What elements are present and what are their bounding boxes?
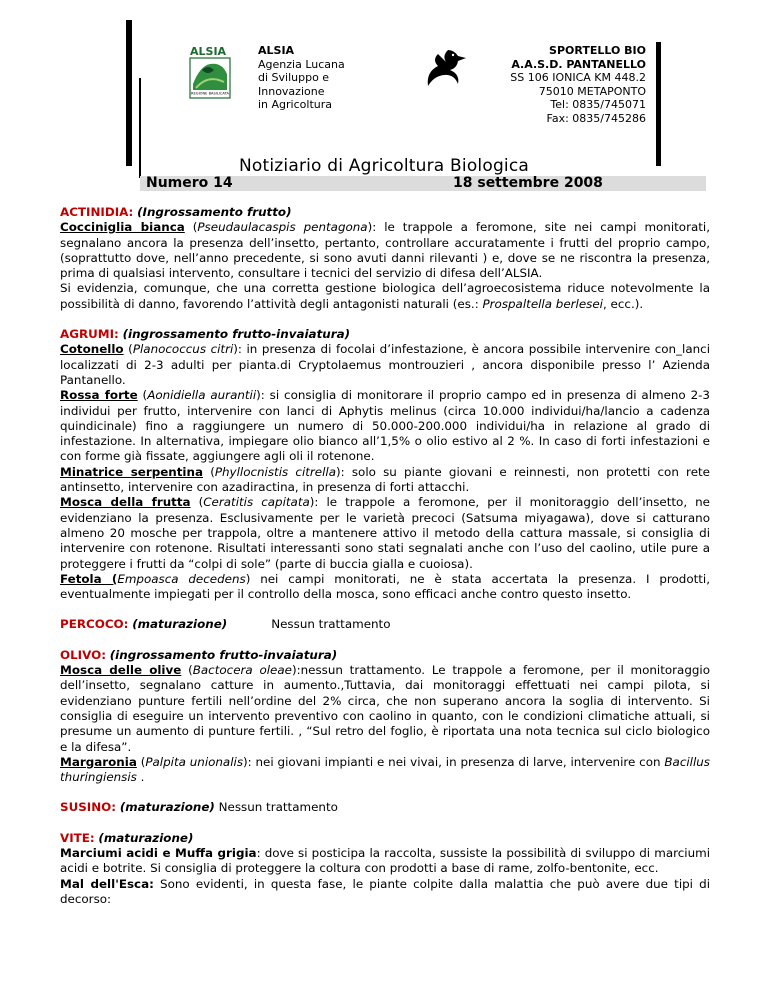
crop-name: AGRUMI:: [60, 327, 119, 342]
pest-text: ):nessun trattamento. Le trappole a feromone, per il monitoraggio dell’insetto, segnalano catture in aumento.,Tuttavia, dai monitoraggi effettuati nei campi pilota, si evidenziano punture fertili nell’ordine del 2% circa, che non superano ancora la soglia di intervento. Si consiglia di eseguire un intervento preventivo con caolino in quanto, con le condizioni climatiche attuali, si presume un aumento di punture fertili. , “Sul retro del foglio, è riportata una nota tecnica sul ciclo biologico e la difesa”.: [60, 663, 710, 754]
crop-name: OLIVO:: [60, 647, 106, 662]
page-title: Notiziario di Agricoltura Biologica: [238, 156, 530, 176]
crop-phase: (maturazione): [119, 800, 215, 815]
pest-text: ): le trappole a feromone, per il monitoraggio dell’insetto, ne evidenziano la presenza. Esclusivamente per le varietà precoci (Satsuma miyagawa), dove si catturano almeno 20 mosche per trappola, oltre a mantenere attivo il metodo della cattura massale, si consiglia di intervenire con rotenone. Risultati interessanti sono stati segnalati anche con l’uso del caolino, utile pure a proteggere i frutti da “colpi di sole” (parte di buccia gialla e cuoiosa).: [60, 495, 710, 571]
pest-text: ): solo su piante giovani e reinnesti, non protetti con rete antinsetto, intervenire con azadiractina, in presenza di forti attacchi.: [60, 464, 710, 495]
section-agrumi: [60, 327, 710, 602]
pest-text: ): nei giovani impianti e nei vivai, in presenza di larve, intervenire con: [243, 754, 665, 769]
pest-name: Cocciniglia bianca: [60, 220, 185, 235]
paragraph-tail: , ecc.).: [603, 296, 644, 311]
treatment-note: Nessun trattamento: [218, 800, 338, 815]
pest-name: Mosca delle olive: [60, 663, 182, 678]
svg-text:ALSIA: ALSIA: [190, 45, 227, 58]
section-percoco: [60, 617, 710, 632]
crop-phase: (maturazione): [132, 617, 228, 632]
pest-scientific: Ceratitis capitata: [203, 495, 310, 510]
alsia-name: ALSIA: [258, 44, 295, 57]
pest-scientific: Pseudaulacaspis pentagona: [197, 220, 368, 235]
pest-scientific: Aonidiella aurantii: [147, 388, 257, 403]
pest-name: Fetola (: [60, 571, 118, 586]
section-susino: [60, 800, 710, 815]
section-olivo: [60, 648, 710, 786]
crop-phase: (ingrossamento frutto-invaiatura): [109, 647, 338, 662]
pest-name: Margaronia: [60, 754, 137, 769]
pest-scientific: Planococcus citri: [132, 342, 234, 357]
bulletin-content: [60, 205, 710, 907]
alsia-line: di Sviluppo e: [258, 71, 330, 84]
pest-entry: [60, 572, 710, 603]
crop-name: PERCOCO:: [60, 617, 129, 632]
header-bar-left: [126, 20, 132, 166]
paragraph-text: Si evidenzia, comunque, che una corretta gestione biologica dell’agroecosistema riduce notevolmente la possibilità di danno, favorendo l’attività degli antagonisti naturali (es.:: [60, 281, 710, 311]
pest-entry: Rossa forte (Aonidiella aurantii): si consiglia di monitorare il proprio campo ed in presenza di almeno 2-3 individui per frutto, intervenire con lanci di Aphytis melinus (circa 10.000 individui/ha/lancio a cadenza quindicinale) fino a raggiungere un numero di 50.000-200.000 individui/ha in relazione al grado di infestazione. In alternativa, impiegare olio bianco all’1,5% o olio estivo al 2 %. In caso di forti infestazioni e con forme già fissate, aggiungere agli oli il rotenone.: [60, 388, 710, 464]
disease-name: Marciumi acidi e Muffa grigia: [60, 845, 257, 860]
header-bar-right: [656, 42, 661, 166]
crop-phase: (maturazione): [98, 830, 194, 845]
antagonist-scientific: Prospaltella berlesei: [482, 296, 603, 311]
crop-name: ACTINIDIA:: [60, 205, 134, 219]
alsia-line: in Agricoltura: [258, 98, 332, 111]
pest-tail: .: [136, 770, 145, 785]
section-actinidia: ACTINIDIA: (Ingrossamento frutto) Cocciniglia bianca (Pseudaulacaspis pentagona): le trappole a feromone, site nei campi monitorati, segnalano ancora la presenza dell’insetto, pertanto, controllare accuratamente i frutti del proprio campo, (soprattutto dove, nell’anno precedente, si sono avuti danni rilevanti ) e, dove se ne riscontra la presenza, prima di qualsiasi intervento, consultare i tecnici del servizio di difesa dell’ALSIA. Si evidenzia, comunque, che una corretta gestione biologica dell’agroecosistema riduce notevolmente la possibilità di danno, favorendo l’attività degli antagonisti naturali (es.: Prospaltella berlesei, ecc.).: [60, 205, 711, 311]
pantanello-info: [510, 44, 646, 125]
pest-scientific: Palpita unionalis: [145, 754, 244, 769]
crop-name: VITE:: [60, 830, 95, 845]
pest-text: ): si consiglia di monitorare il proprio campo ed in presenza di almeno 2-3 individui per frutto, intervenire con lanci di Aphytis melinus (circa 10.000 individui/ha/lancio a cadenza quindicinale) fino a raggiungere un numero di 50.000-200.000 individui/ha in relazione al grado di infestazione. In alternativa, impiegare olio bianco all’1,5% o olio estivo al 2 %. In caso di forti infestazioni e con forme già fissate, aggiungere agli oli il rotenone.: [60, 388, 710, 464]
pest-scientific: Bactocera oleae: [192, 663, 292, 678]
sportello-name: SPORTELLO BIO: [549, 44, 646, 57]
address-city: 75010 METAPONTO: [538, 84, 646, 98]
pest-entry: Minatrice serpentina (Phyllocnistis citrella): solo su piante giovani e reinnesti, non protetti con rete antinsetto, intervenire con azadiractina, in presenza di forti attacchi.: [60, 464, 710, 495]
phone-number: Tel: 0835/745071: [550, 98, 646, 111]
alsia-line: Innovazione: [258, 84, 325, 98]
issue-date: 18 settembre 2008: [453, 175, 603, 191]
disease-text: : dove si posticipa la raccolta, sussiste la possibilità di sviluppo di marciumi acidi e botrite. Si consiglia di proteggere la coltura con prodotti a base di rame, zolfo-bentonite, ecc.: [60, 845, 710, 876]
pest-name: Minatrice serpentina: [60, 464, 203, 479]
issue-number: Numero 14: [146, 175, 233, 191]
pest-name: Mosca della frutta: [60, 495, 191, 510]
pest-entry: Cotonello (Planococcus citri): in presenza di focolai d’infestazione, è ancora possibile intervenire con_lanci localizzati di 2-3 adulti per pianta.di Cryptolaemus montrouzieri , ancora disponibile presso l’ Azienda Pantanello.: [60, 342, 711, 387]
disease-entry: [60, 846, 710, 877]
alsia-logo: [188, 44, 234, 106]
pantanello-name: A.A.S.D. PANTANELLO: [511, 57, 646, 71]
address-line: SS 106 IONICA KM 448.2: [510, 71, 646, 84]
fax-number: Fax: 0835/745286: [546, 111, 646, 125]
crop-phase: (Ingrossamento frutto): [137, 205, 292, 219]
pest-text: ): le trappole a feromone, site nei campi monitorati, segnalano ancora la presenza dell’insetto, pertanto, controllare accuratamente i frutti del proprio campo, (soprattutto dove, nell’anno precedente, si sono avuti danni rilevanti ) e, dove se ne riscontra la presenza, prima di qualsiasi intervento, consultare i tecnici del servizio di difesa dell’ALSIA.: [60, 220, 711, 281]
pest-scientific: Phyllocnistis citrella: [214, 464, 337, 479]
pest-name: Rossa forte: [60, 388, 138, 403]
svg-text:REGIONE BASILICATA: REGIONE BASILICATA: [191, 91, 229, 96]
crop-phase: (ingrossamento frutto-invaiatura): [122, 327, 351, 342]
pest-entry: Mosca delle olive (Bactocera oleae):nessun trattamento. Le trappole a feromone, per il monitoraggio dell’insetto, segnalano catture in aumento.,Tuttavia, dai monitoraggi effettuati nei campi pilota, si evidenziano punture fertili nell’ordine del 2% circa, che non superano ancora la soglia di intervento. Si consiglia di eseguire un intervento preventivo con caolino in quanto, con le condizioni climatiche attuali, si presume un aumento di punture fertili. , “Sul retro del foglio, è riportata una nota tecnica sul ciclo biologico e la difesa”.: [60, 663, 710, 754]
issue-band: [140, 176, 706, 191]
alsia-info: [258, 44, 345, 112]
pest-entry: Mosca della frutta (Ceratitis capitata): le trappole a feromone, per il monitoraggio dell’insetto, ne evidenziano la presenza. Esclusivamente per le varietà precoci (Satsuma miyagawa), dove si catturano almeno 20 mosche per trappola, oltre a mantenere attivo il metodo della cattura massale, si consiglia di intervenire con rotenone. Risultati interessanti sono stati segnalati anche con l’uso del caolino, utile pure a proteggere i frutti da “colpi di sole” (parte di buccia gialla e cuoiosa).: [60, 495, 710, 571]
disease-name: Mal dell'Esca:: [60, 876, 154, 891]
pest-entry: Margaronia (Palpita unionalis): nei giovani impianti e nei vivai, in presenza di larve, intervenire con Bacillus thuringiensis .: [60, 754, 710, 785]
pest-scientific: Empoasca decedens: [117, 571, 246, 586]
treatment-note: Nessun trattamento: [271, 617, 391, 632]
disease-entry: [60, 877, 710, 908]
alsia-line: Agenzia Lucana: [258, 57, 345, 71]
pest-text: ) nei campi monitorati, ne è stata accertata la presenza. I prodotti, eventualmente impiegati per il controllo della mosca, sono efficaci anche contro questo insetto.: [60, 571, 710, 602]
crop-name: SUSINO:: [60, 800, 117, 815]
pest-text: ): in presenza di focolai d’infestazione, è ancora possibile intervenire con_lanci localizzati di 2-3 adulti per pianta.di Cryptolaemus montrouzieri , ancora disponibile presso l’ Azienda Pantanello.: [60, 342, 711, 387]
product-scientific: Bacillus thuringiensis: [60, 754, 710, 785]
pest-name: Cotonello: [60, 342, 124, 357]
disease-text: Sono evidenti, in questa fase, le piante colpite dalla malattia che può avere due tipi di decorso:: [60, 876, 710, 906]
section-vite: [60, 831, 710, 907]
pantanello-logo: [424, 48, 468, 90]
